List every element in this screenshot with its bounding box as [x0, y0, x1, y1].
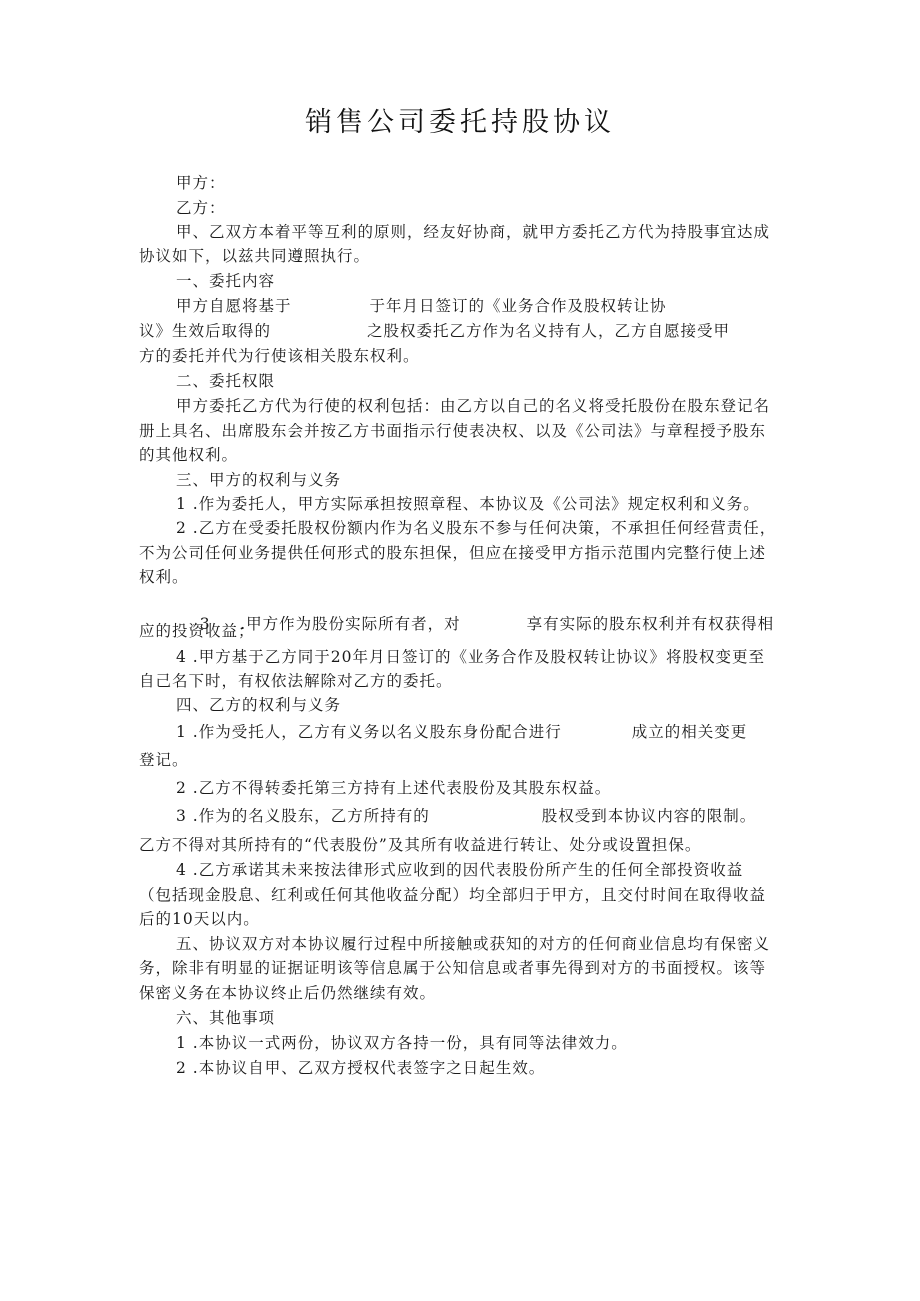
paragraph-line: 方的委托并代为行使该相关股东权利。 — [139, 347, 420, 365]
paragraph-line: 登记。 — [139, 751, 189, 769]
section-heading: 六、其他事项 — [176, 1009, 276, 1027]
paragraph-line: 务，除非有明显的证据证明该等信息属于公知信息或者事先得到对方的书面授权。该等 — [139, 959, 767, 977]
list-item: 4 .甲方基于乙方同于20年月日签订的《业务合作及股权转让协议》将股权变更至 — [176, 648, 765, 666]
text-segment: 于年月日签订的《业务合作及股权转让协 — [369, 297, 667, 315]
preamble-line: 甲、乙双方本着平等互利的原则，经友好协商，就甲方委托乙方代为持股事宜达成 — [176, 223, 771, 241]
paragraph-line: 权利。 — [139, 568, 189, 586]
text-segment: 之股权委托乙方作为名义持有人，乙方自愿接受甲 — [367, 322, 731, 340]
party-a-label: 甲方： — [176, 174, 226, 192]
section-heading: 二、委托权限 — [176, 372, 276, 390]
paragraph-line: 五、协议双方对本协议履行过程中所接触或获知的对方的任何商业信息均有保密义 — [176, 935, 771, 953]
paragraph-line: 的其他权利。 — [139, 446, 239, 464]
paragraph-line: （包括现金股息、红利或任何其他收益分配）均全部归于甲方，且交付时间在取得收益 — [139, 886, 767, 904]
paragraph-line: 乙方不得对其所持有的“代表股份”及其所有收益进行转让、处分或设置担保。 — [139, 836, 702, 854]
text-segment: 3 .作为的名义股东，乙方所持有的 — [176, 807, 430, 825]
paragraph-line: 不为公司任何业务提供任何形式的股东担保，但应在接受甲方指示范围内完整行使上述 — [139, 544, 767, 562]
text-segment: 成立的相关变更 — [631, 723, 748, 741]
preamble-line: 协议如下，以兹共同遵照执行。 — [139, 247, 371, 265]
list-item — [176, 806, 756, 826]
list-item: 2 .本协议自甲、乙双方授权代表签字之日起生效。 — [176, 1059, 546, 1077]
party-b-label: 乙方： — [176, 199, 226, 217]
section-heading: 三、甲方的权利与义务 — [176, 471, 342, 489]
section-heading: 一、委托内容 — [176, 272, 276, 290]
text-segment: 享有实际的股东权利并有权获得相 — [526, 615, 775, 633]
paragraph-line: 甲方委托乙方代为行使的权利包括：由乙方以自己的名义将受托股份在股东登记名 — [176, 397, 771, 415]
text-segment: 1 .作为受托人，乙方有义务以名义股东身份配合进行 — [176, 723, 562, 741]
paragraph-line: 保密义务在本协议终止后仍然继续有效。 — [139, 984, 437, 1002]
paragraph-line: 册上具名、出席股东会并按乙方书面指示行使表决权、以及《公司法》与章程授予股东 — [139, 422, 767, 440]
section-heading: 四、乙方的权利与义务 — [176, 696, 342, 714]
text-segment: 甲方自愿将基于 — [176, 297, 292, 315]
paragraph-line: 应的投资收益； — [139, 622, 255, 640]
list-item: 4 .乙方承诺其未来按法律形式应收到的因代表股份所产生的任何全部投资收益 — [176, 861, 744, 879]
text-segment: 议》生效后取得的 — [139, 322, 272, 340]
text-segment: 股权受到本协议内容的限制。 — [541, 807, 757, 825]
text-segment: 3 .甲方作为股份实际所有者，对 — [199, 615, 461, 633]
list-item — [176, 722, 747, 742]
list-item: 2 .乙方不得转委托第三方持有上述代表股份及其股东权益。 — [176, 779, 612, 797]
paragraph-line: 后的10天以内。 — [139, 910, 260, 928]
paragraph-line: 自己名下时，有权依法解除对乙方的委托。 — [139, 672, 453, 690]
document-title: 销售公司委托持股协议 — [305, 107, 615, 138]
list-item: 2 .乙方在受委托股权份额内作为名义股东不参与任何决策，不承担任何经营责任， — [176, 519, 777, 537]
paragraph-line — [176, 296, 667, 316]
list-item: 1 .本协议一式两份，协议双方各持一份，具有同等法律效力。 — [176, 1034, 628, 1052]
list-item: 1 .作为委托人，甲方实际承担按照章程、本协议及《公司法》规定权利和义务。 — [176, 495, 760, 513]
paragraph-line — [139, 321, 730, 341]
list-item — [176, 594, 774, 654]
